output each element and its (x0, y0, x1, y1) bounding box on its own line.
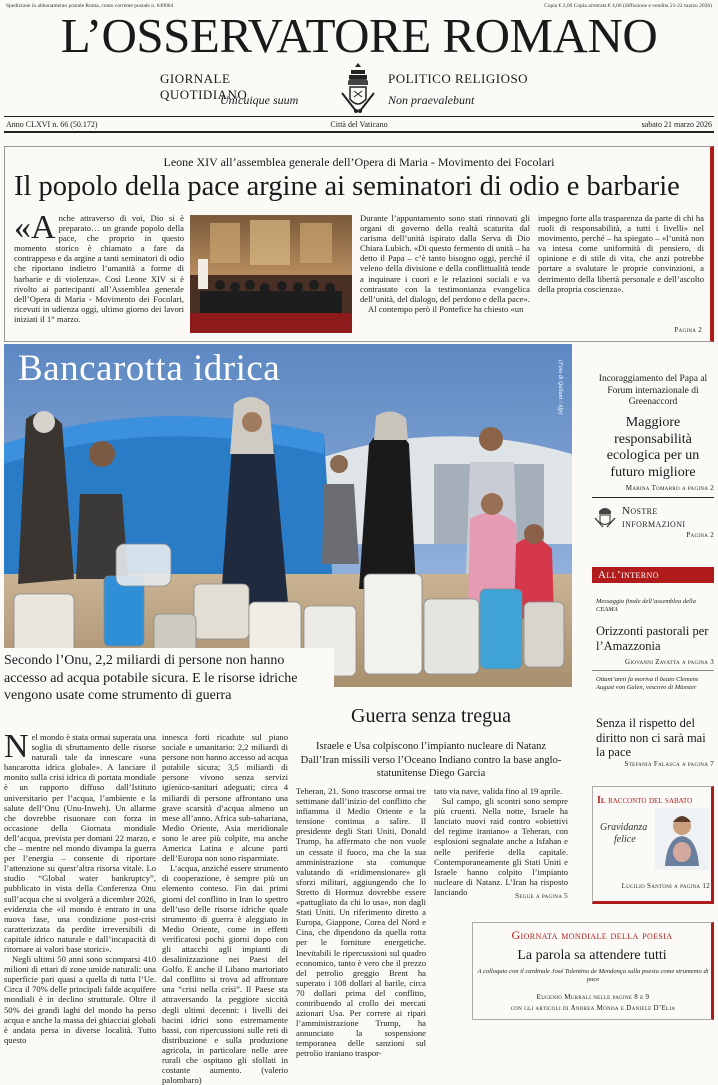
racconto-title-line2: felice (614, 834, 636, 845)
feature-deck: Secondo l’Onu, 2,2 miliardi di persone non hanno accesso ad acqua potabile sicura. E le risorse idriche vengono usate come strumento di guerra (4, 653, 298, 703)
all-interno-banner: All’interno (592, 567, 714, 583)
racconto-title-line1: Gravidanza (600, 822, 648, 833)
lead-page-ref[interactable]: Pagina 2 (674, 326, 702, 334)
war-page-ref[interactable]: Segue a pagina 5 (515, 892, 568, 900)
feature-col1-para2: Negli ultimi 50 anni sono scomparsi 410 milioni di ettari di zone umide naturali: una superficie pari quasi a quella di tutta l’Ue. Circa il 70% delle principali falde acquifere mondiali è in declino strutturale. Oltre il 50% dei grandi laghi del mondo ha perso acqua e anche la massa dei ghiacciai globali è andata persa in diverse località. Tutto questo (4, 954, 156, 1045)
audience-photo (190, 215, 352, 333)
war-headline: Guerra senza tregua (351, 705, 511, 727)
lead-column-1 (14, 209, 184, 331)
masthead-sub-left: GIORNALE QUOTIDIANO (160, 71, 248, 102)
date-line: sabato 21 marzo 2026 (641, 120, 712, 129)
war-col2-para1: tato via nave, valida fino al 19 aprile. (434, 786, 563, 796)
poetry-ref-2[interactable]: con gli articoli di Andrea Monda e Daniele D’Elia (510, 1004, 676, 1012)
racconto-rest: racconto del sabato (608, 795, 693, 806)
lead-col3-para2: Al contempo però il Pontefice ha chiesto «un (368, 303, 524, 314)
feature-column-1 (4, 728, 156, 1045)
greenaccord-ref[interactable]: Marina Tomarro a pagina 2 (625, 484, 714, 492)
lead-dropcap: A (31, 209, 56, 246)
lead-headline: Il popolo della pace argine ai seminatori di odio e barbarie (14, 171, 680, 202)
item1-headline[interactable]: Orizzonti pastorali per l’Amazzonia (596, 624, 709, 653)
poetry-ref-1[interactable]: Eugenio Murrali nelle pagine 8 e 9 (536, 993, 650, 1001)
lead-col1-text: nche attraverso di voi, Dio si è preparato… un grande popolo della pace, che proprio in questo momento storico è chiamato a fare da contrappeso e da argine a tanti seminatori di odio che riportano indietro l’umanità a forme di barbarie e di violenza». Così Leone XIV si è rivolto ai partecipanti all’Assemblea generale dell’Opera di Maria - Movimento dei Focolari, ricevuti in udienza oggi, ultimo giorno dei lavori iniziati il 1° marzo. (14, 213, 184, 324)
poetry-subhead: A colloquio con il cardinale José Tolentino de Mendonça sulla poesia come strumento di pace (477, 968, 709, 983)
item2-kicker: Ottant’anni fa moriva il beato Clemens August von Galen, vescovo di Münster (596, 676, 699, 691)
racconto-title (600, 822, 647, 846)
vatican-emblem-icon (592, 502, 618, 528)
masthead-sub-right: POLITICO RELIGIOSO (388, 71, 529, 86)
photo-title: Bancarotta idrica (18, 348, 281, 389)
item1-kicker: Messaggio finale dell’assemblea della CEAMA (596, 598, 696, 613)
feature-dropcap: N (4, 728, 29, 765)
feature-col2-para1: innesca forti ricadute sul piano sociale e umanitario: 2,2 miliardi di persone non hanno accesso ad acqua potabile sicura; 3,5 miliardi di persone vivono senza servizi igienico-sanitari adeguati; circa 4 miliardi di persone affrontano una grave scarsità d’acqua almeno un mese all’anno. Africa sub-sahariana, Medio Oriente, Asia meridionale sono le aree più colpite, ma anche America Latina e alcune parti dell’Europa non sono risparmiate. (162, 732, 288, 864)
nostre-ref[interactable]: Pagina 2 (686, 531, 714, 539)
nostre-informazioni[interactable]: Nostre informazioni (622, 505, 686, 530)
postal-note: Spedizione in abbonamento postale Roma, conto corrente postale n. 649004 (6, 3, 174, 9)
greenaccord-intro: Incoraggiamento del Papa al Forum internazionale di Greenaccord (598, 374, 708, 407)
feature-column-2 (162, 732, 288, 1085)
greenaccord-headline[interactable]: Maggiore responsabilità ecologica per un futuro migliore (606, 415, 700, 480)
item2-ref[interactable]: Stefania Falasca a pagina 7 (624, 760, 714, 768)
feature-col1-para1: el mondo è stata ormai superata una soglia di sfruttamento delle risorse naturali tale da innescare «una bancarotta idrica globale». A lanciare il monito sulla crisi idrica di portata mondiale è un rapporto diffuso dall’Istituto universitario per l’acqua, l’ambiente e la salute dell’Onu (Unu-Inweh). Un allarme che dovrebbe risuonare con forza in occasione della Giornata mondiale dell’acqua, prevista per domani 22 marzo, e che – mentre nel mondo divampa la guerra per l’energia – consente di riportare l’attenzione su quest’altra risorsa vitale. Lo studio “Global water bankruptcy”, pubblicato in vista della Conferenza Onu sull’acqua che si svolgerà a dicembre 2026, evidenzia che «il mondo è entrato in una nuova fase, una condizione post-crisi caratterizzata da perdite irreversibili di capitale idrico naturale e dall’incapacità di ritornare ai valori base storici». (4, 732, 156, 954)
racconto-lead: Il (597, 795, 609, 806)
lead-col3-para1: Durante l’appuntamento sono stati rinnovati gli organi di governo della realtà scaturita dal carisma dell’unità ispirato dalla Serva di Dio Chiara Lubich. «Di questo fermento di unità – ha detto il Papa – c’è tanto bisogno oggi, perché il veleno della divisione e della conflittualità tende a inquinare i cuori e le relazioni sociali e va contrastato con la testimonianza evangelica dell’unità, del dialogo, del perdono e della pace». (360, 213, 530, 304)
war-deck: Israele e Usa colpiscono l’impianto nucleare di Natanz Dall’Iran missili verso l’Oceano Indiano contro la base anglo-statunitense Diego Garcia (300, 741, 562, 779)
war-col2-para2: Sul campo, gli scontri sono sempre più cruenti. Nella notte, Israele ha lanciato nuovi raid contro «obiettivi del regime iraniano» a Teheran, con esplosioni segnalate anche a Isfahan e nelle periferie della capitale. Contemporaneamente gli Stati Uniti e Israele hanno colpito l’impianto nucleare di Natanz. L’Iran ha risposto lanciando (434, 796, 568, 897)
racconto-illustration (655, 808, 709, 870)
poetry-kicker: Giornata mondiale della poesia (511, 928, 673, 942)
place-line: Città del Vaticano (330, 120, 388, 129)
motto-right: Non praevalebunt (388, 93, 475, 107)
price-note: Copia € 2,00 Copia arretrata € 4,00 (diffusione e vendita 21-22 marzo 2026) (544, 3, 712, 9)
issue-number: Anno CLXVI n. 66 (50.172) (6, 120, 98, 129)
lead-kicker: Leone XIV all’assemblea generale dell’Opera di Maria - Movimento dei Focolari (163, 155, 555, 169)
feature-col2-para2: L’acqua, anziché essere strumento di cooperazione, è sempre più un elemento conteso. Fin dai primi giorni del conflitto in Iran lo spettro dell’uso delle risorse idriche quale strumento di guerra è aleggiato in Medio Oriente, come in effetti verificatosi pochi giorni dopo con gli attacchi agli impianti di desalinizzazione nei Paesi del Golfo. E anche il Libano martoriato dal conflitto si trova ad affrontare una “crisi nella crisi”. Il Paese sta attraversando la peggiore siccità degli ultimi decenni: i livelli dei bacini idrici sono estremamente bassi, con ripercussioni sulle reti di distribuzione e sulla produzione agricola, in particolare nelle aree rurali che ospitano gli sfollati in costante aumento. (valerio palombaro) (162, 863, 288, 1085)
lead-column-3 (360, 213, 530, 331)
motto-left: Unicuique suum (220, 93, 299, 107)
racconto-ref[interactable]: Lucilio Santoni a pagina 12 (621, 882, 710, 890)
water-queue-photo (4, 344, 572, 687)
item1-ref[interactable]: Giovanni Zavatta a pagina 3 (624, 658, 714, 666)
papal-coat-of-arms-icon (334, 63, 382, 115)
item2-headline[interactable]: Senza il rispetto del diritto non ci sarà mai la pace (596, 716, 706, 759)
photo-credit: (Foto di Qaliani / Afp) (557, 360, 563, 415)
lead-column-4: impegno forte alla trasparenza da parte di chi ha ruoli di responsabilità, a tutti i livelli» nel movimento, perché – ha spiegato – «l’unità non va intesa come uniformità di pensiero, di opinione e di stile di vita, che anzi potrebbe portare a svalutare le proprie convinzioni, a detrimento della libertà personale e dell’ascolto della propria coscienza». (538, 213, 704, 294)
racconto-header (597, 795, 712, 806)
poetry-headline[interactable]: La parola sa attendere tutti (517, 948, 667, 963)
lead-open-quote: « (14, 209, 31, 246)
masthead-title: L’OSSERVATORE ROMANO (60, 8, 658, 63)
war-column-1: Teheran, 21. Sono trascorse ormai tre settimane dall’inizio del conflitto che infiamma il Medio Oriente e la tensione continua a salire. Il presidente degli Stati Uniti, Donald Trump, ha affermato che non vuole un cessate il fuoco, ma che la sua amministrazione sta comunque valutando di «ridimensionare» gli sforzi militari, aggiungendo che lo Stretto di Hormuz dovrebbe essere «pattugliato da chi lo usa», non dagli Stati Uniti. Un riferimento diretto a Europa, Giappone, Corea del Nord e Cina, che dipendono da quella rotta per le forniture energetiche. Inevitabili le ripercussioni sul quadro economico, tanto è vero che il prezzo del petrolio greggio Brent ha superato i 108 dollari al barile, circa 70 dollari prima del conflitto, contribuendo al crollo dei mercati azionari Usa. Per correre ai ripari l’amministrazione Trump, ha annunciato la sospensione temporanea delle sanzioni sul petrolio iraniano traspor- (296, 786, 426, 1059)
